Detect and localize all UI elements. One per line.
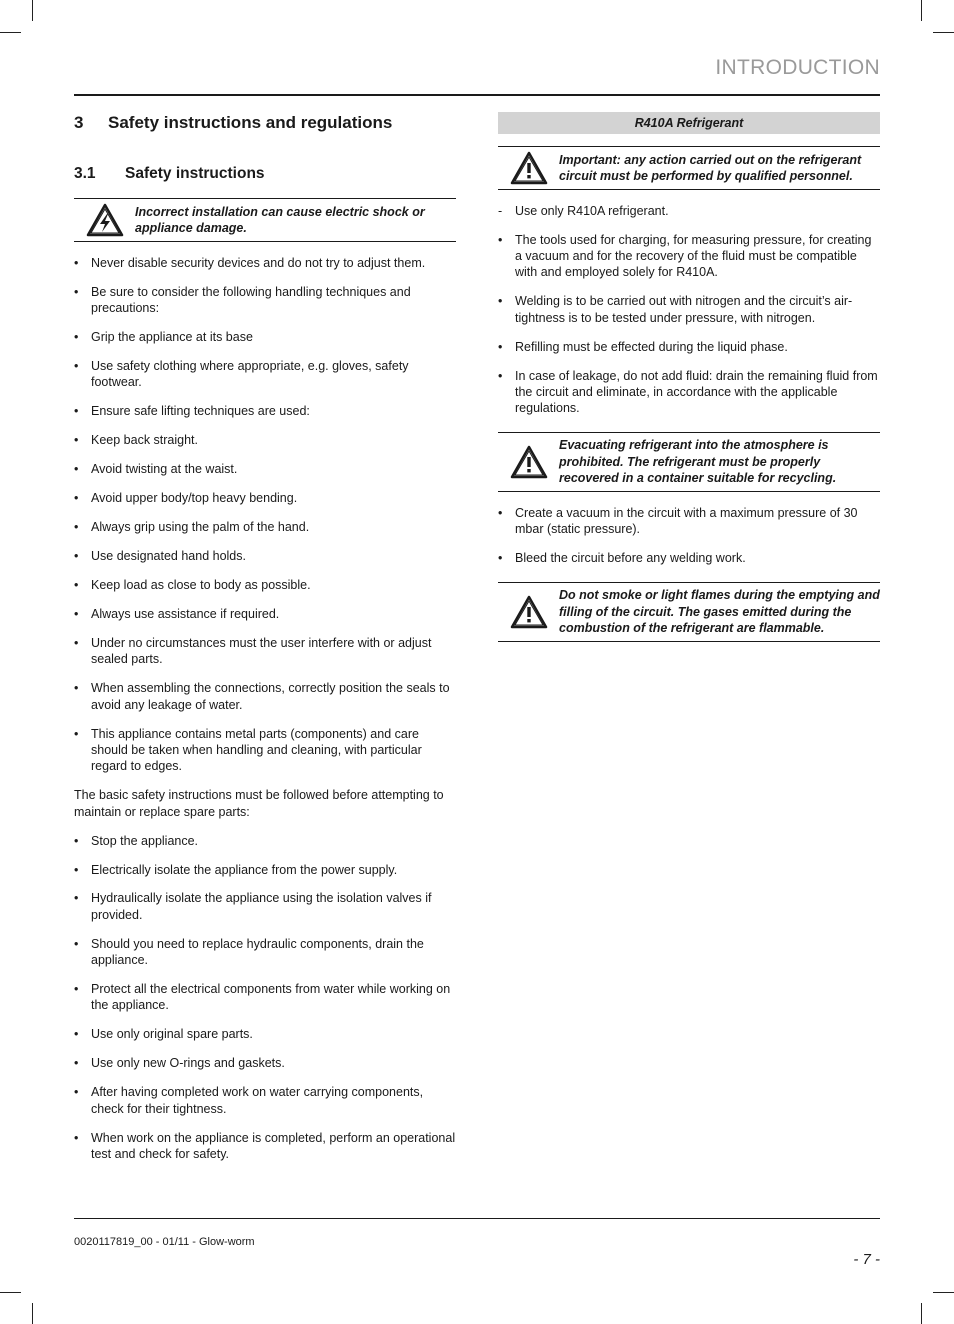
bullet: •	[74, 255, 79, 270]
bullet: •	[74, 891, 79, 906]
footer-rule	[74, 1218, 880, 1219]
bullet: •	[74, 636, 79, 651]
crop-mark	[32, 0, 33, 21]
list-item: • When assembling the connections, correctly position the seals to avoid any leakage of water.	[74, 681, 450, 712]
electric-shock-warning-icon	[74, 203, 135, 237]
list-item: • Create a vacuum in the circuit with a maximum pressure of 30 mbar (static pressure).	[498, 505, 858, 536]
bullet: •	[74, 578, 79, 593]
list-item: • When work on the appliance is completed, perform an operational test and check for safety.	[74, 1130, 456, 1161]
refrigerant-list	[498, 203, 880, 417]
bullet: •	[498, 505, 503, 520]
list-item: • In case of leakage, do not add fluid: drain the remaining fluid from the circuit and eliminate, in accordance with the applicable regulations.	[498, 368, 878, 416]
bullet: •	[74, 607, 79, 622]
list-item: • Protect all the electrical components from water while working on the appliance.	[74, 982, 451, 1013]
list-item: • Ensure safe lifting techniques are used:	[74, 404, 310, 419]
bullet: •	[74, 520, 79, 535]
body-paragraph: The basic safety instructions must be followed before attempting to maintain or replace spare parts:	[74, 788, 444, 819]
exclamation-warning-icon	[498, 445, 559, 479]
warning-text: Do not smoke or light flames during the emptying and filling of the circuit. The gases emitted during the combustion of the refrigerant are flammable.	[559, 588, 880, 636]
list-item: • Should you need to replace hydraulic components, drain the appliance.	[74, 936, 424, 968]
electric-warning-box	[74, 198, 456, 242]
list-item: • Under no circumstances must the user interfere with or adjust sealed parts.	[74, 636, 432, 667]
exclamation-warning-icon	[498, 151, 559, 185]
warning-text: Evacuating refrigerant into the atmosphere is prohibited. The refrigerant must be properly recovered in a container suitable for recycling.	[559, 438, 837, 486]
list-item: • Electrically isolate the appliance from the power supply.	[74, 862, 398, 877]
bullet: •	[74, 358, 79, 373]
safety-list	[74, 255, 456, 775]
list-item: • Grip the appliance at its base	[74, 329, 253, 344]
refrigerant-warning-box	[498, 146, 880, 190]
subsection-number: 3.1	[74, 165, 96, 182]
header-rule	[74, 94, 880, 96]
list-item: - Use only R410A refrigerant.	[498, 203, 669, 218]
exclamation-warning-icon	[498, 595, 559, 629]
list-item: • Use only new O-rings and gaskets.	[74, 1056, 285, 1071]
bullet: •	[74, 404, 79, 419]
bullet: •	[498, 339, 503, 354]
bullet: •	[74, 1027, 79, 1042]
crop-mark	[921, 1303, 922, 1324]
crop-mark	[32, 1303, 33, 1324]
refrigerant-section-bar: R410A Refrigerant	[498, 112, 880, 134]
list-item: • Stop the appliance.	[74, 833, 199, 848]
list-item: • Always grip using the palm of the hand.	[74, 520, 310, 535]
list-item: • Be sure to consider the following handling techniques and precautions:	[74, 284, 411, 315]
bullet: •	[498, 550, 503, 565]
bullet: •	[74, 433, 79, 448]
bullet: •	[74, 982, 79, 997]
section-title: Safety instructions and regulations	[108, 113, 393, 132]
bullet: •	[74, 329, 79, 344]
warning-text: Important: any action carried out on the refrigerant circuit must be performed by qualified personnel.	[559, 152, 862, 183]
dash: -	[498, 203, 503, 218]
list-item: • This appliance contains metal parts (components) and care should be taken when handling and cleaning, with particular regard to edges.	[74, 726, 422, 774]
bullet: •	[74, 1085, 79, 1100]
list-item: • Use safety clothing where appropriate, e.g. gloves, safety footwear.	[74, 358, 409, 390]
bullet: •	[74, 936, 79, 951]
vacuum-list	[498, 505, 880, 567]
section-number: 3	[74, 113, 84, 132]
footer-doc-ref: 0020117819_00 - 01/11 - Glow-worm	[74, 1236, 255, 1248]
bullet: •	[74, 491, 79, 506]
subsection-title: Safety instructions	[125, 165, 265, 182]
list-item: • Use designated hand holds.	[74, 549, 246, 564]
subsection-heading	[74, 162, 456, 186]
list-item: • Avoid twisting at the waist.	[74, 462, 238, 477]
evacuation-warning-box	[498, 432, 880, 492]
list-item: • The tools used for charging, for measuring pressure, for creating a vacuum and for the recovery of the fluid must be compatible with and employed solely for R410A.	[498, 232, 872, 280]
right-column	[498, 112, 880, 642]
crop-mark	[0, 1292, 21, 1293]
crop-mark	[933, 32, 954, 33]
list-item: • Hydraulically isolate the appliance using the isolation valves if provided.	[74, 891, 432, 922]
bullet: •	[498, 294, 503, 309]
bullet: •	[498, 368, 503, 383]
section-heading	[74, 110, 456, 136]
bullet: •	[74, 1130, 79, 1145]
bullet: •	[74, 1056, 79, 1071]
page-number: - 7 -	[853, 1251, 880, 1268]
list-item: • Avoid upper body/top heavy bending.	[74, 491, 298, 506]
list-item: • After having completed work on water carrying components, check for their tightness.	[74, 1085, 424, 1116]
flammable-warning-box	[498, 582, 880, 642]
list-item: • Welding is to be carried out with nitrogen and the circuit’s air-tightness is to be tested under pressure, with nitrogen.	[498, 294, 853, 325]
list-item: • Keep load as close to body as possible.	[74, 578, 311, 593]
warning-text: Incorrect installation can cause electric shock or appliance damage.	[135, 204, 425, 235]
list-item: • Keep back straight.	[74, 433, 199, 448]
bullet: •	[498, 232, 503, 247]
bullet: •	[74, 284, 79, 299]
bullet: •	[74, 681, 79, 696]
list-item: • Never disable security devices and do not try to adjust them.	[74, 255, 426, 270]
crop-mark	[0, 32, 21, 33]
maintenance-list	[74, 833, 456, 1163]
list-item: • Refilling must be effected during the liquid phase.	[498, 339, 788, 354]
bullet: •	[74, 726, 79, 741]
list-item: • Bleed the circuit before any welding work.	[498, 550, 746, 565]
list-item: • Use only original spare parts.	[74, 1027, 253, 1042]
list-item: • Always use assistance if required.	[74, 607, 280, 622]
crop-mark	[921, 0, 922, 21]
bullet: •	[74, 462, 79, 477]
crop-mark	[933, 1292, 954, 1293]
bullet: •	[74, 549, 79, 564]
left-column	[74, 110, 456, 1162]
bullet: •	[74, 862, 79, 877]
bullet: •	[74, 833, 79, 848]
page-header-title: INTRODUCTION	[715, 56, 880, 79]
